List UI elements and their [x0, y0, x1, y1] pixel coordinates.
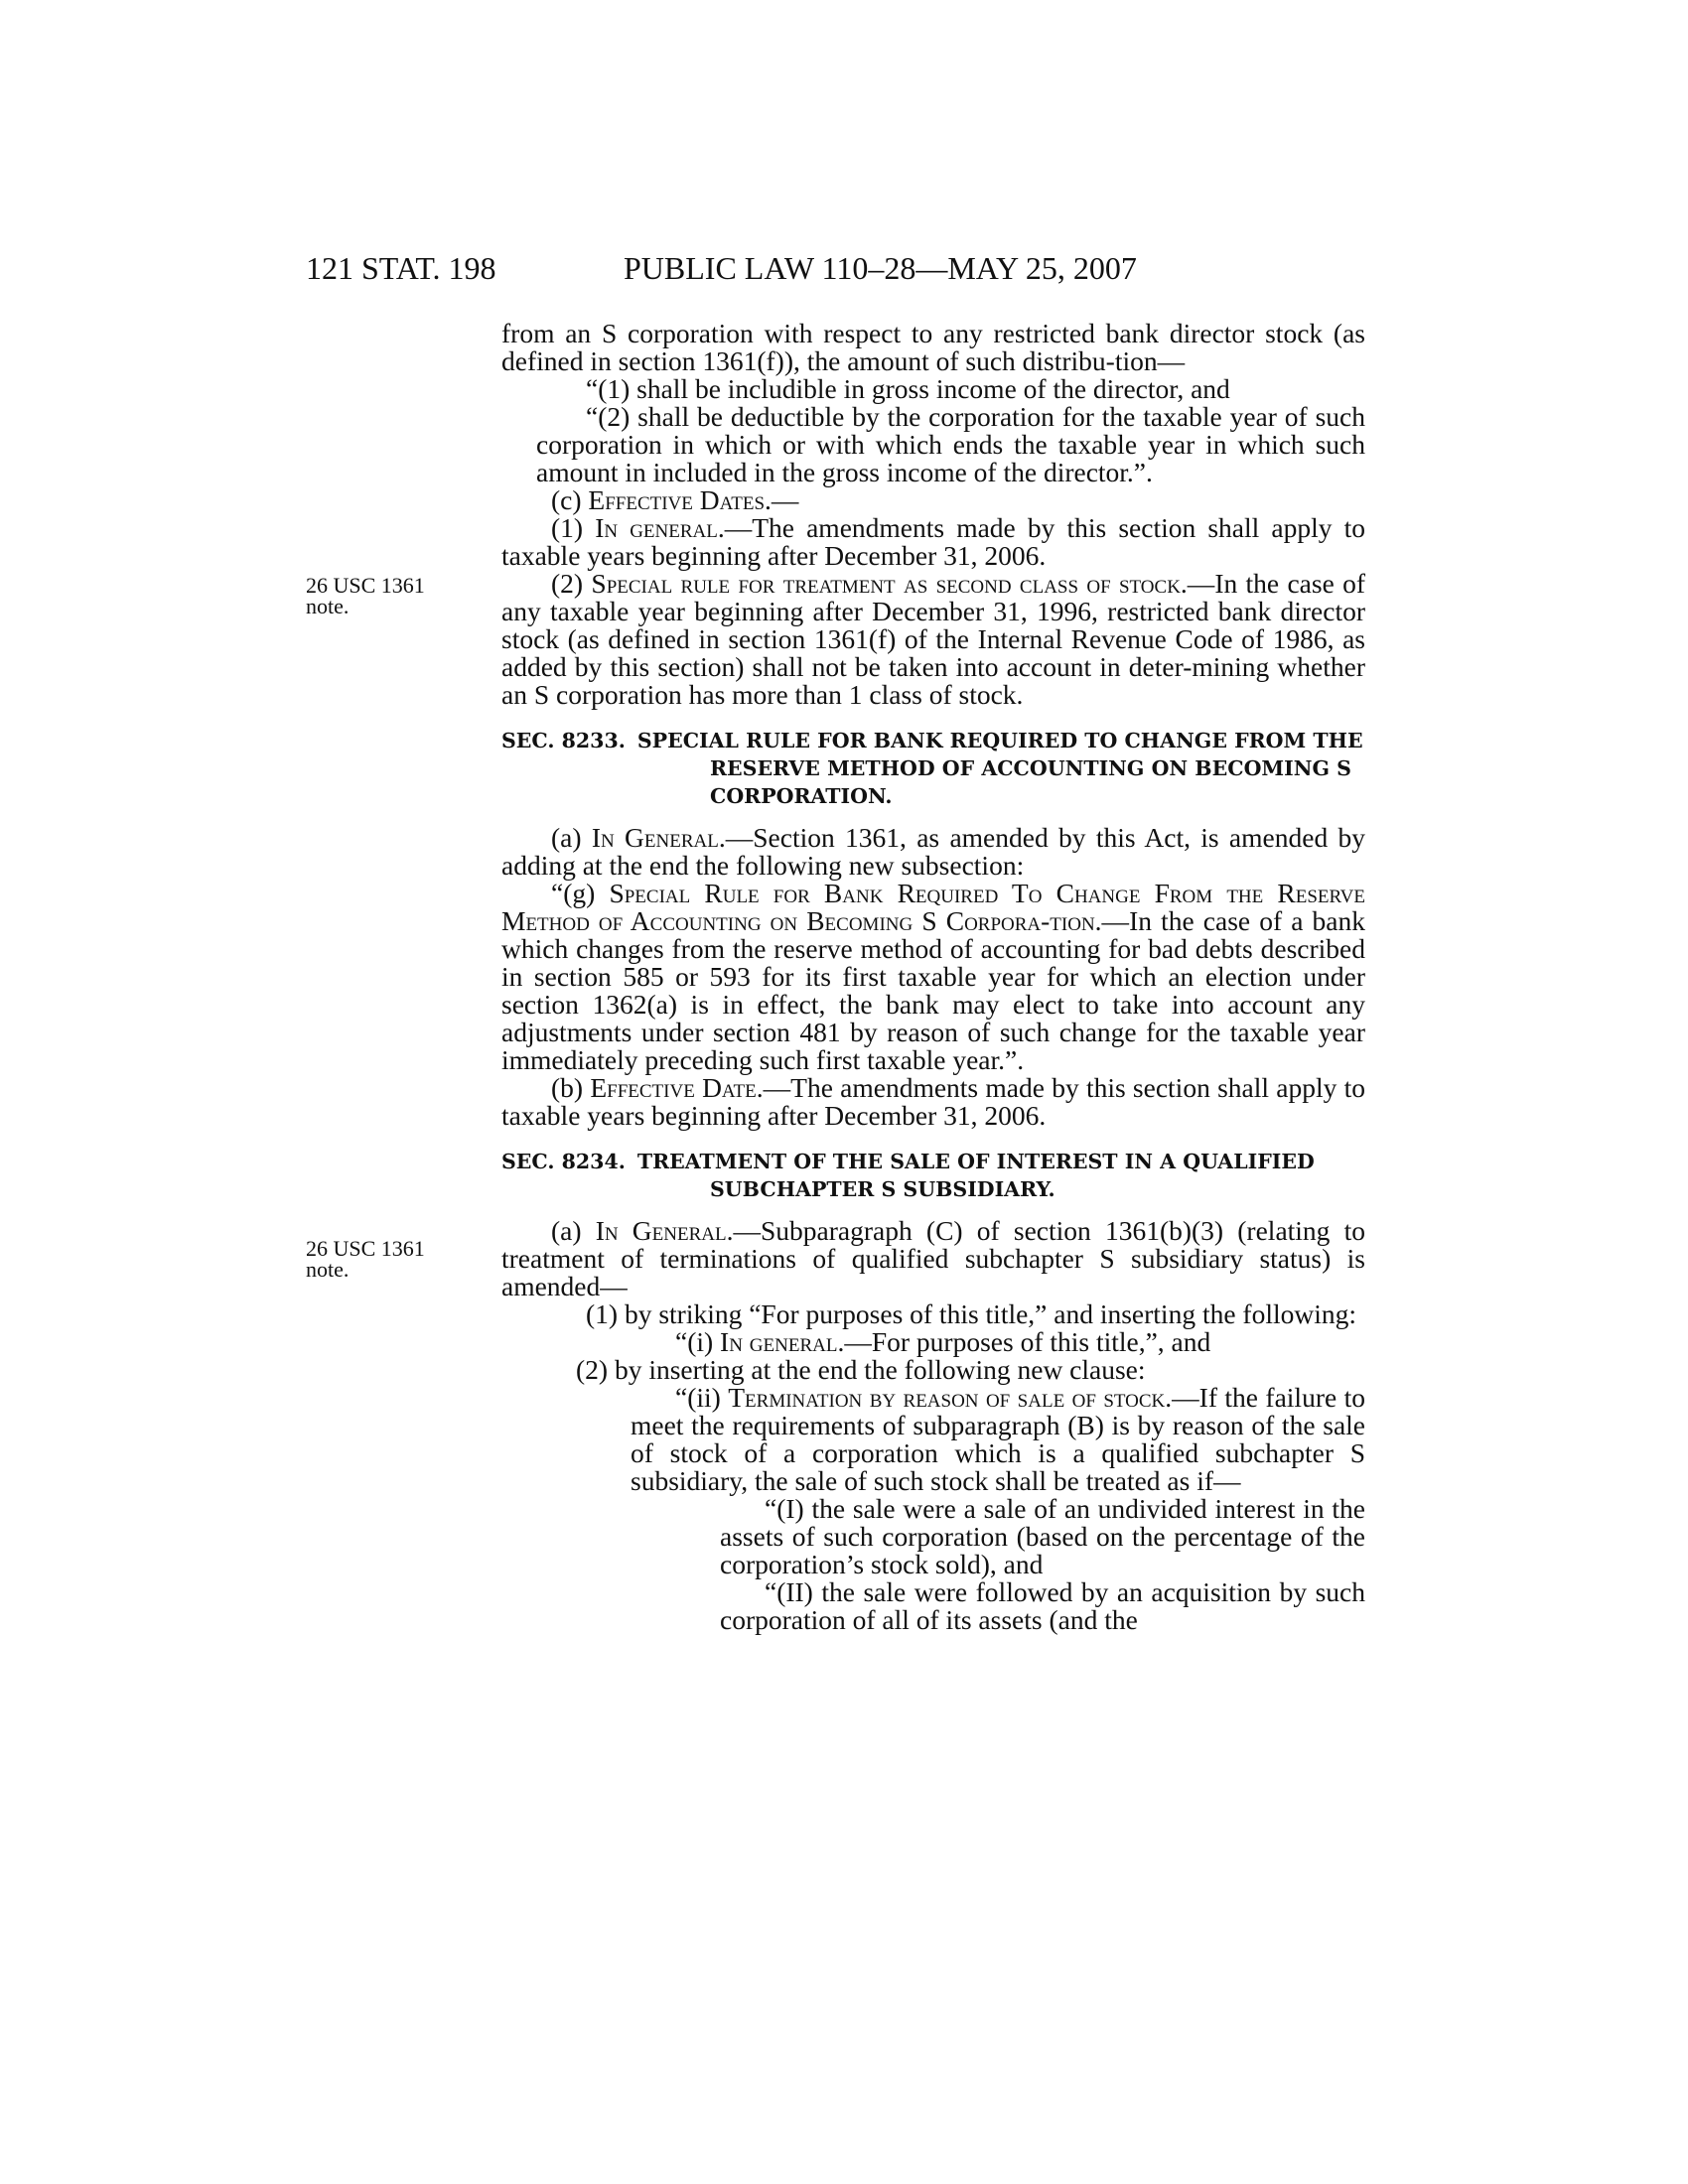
clause-ii: “(ii) Termination by reason of sale of stock.—If the failure to meet the requirements of subparagraph (B) is by reason of the sale of stock of a corporation which is a qualified subchapter S subsidiary, the sale of such stock shall be treated as if— — [631, 1382, 1366, 1496]
paragraph-item-1: “(1) shall be includible in gross income of the director, and — [586, 373, 1230, 404]
page-header — [0, 248, 1688, 288]
paragraph-continuation: from an S corporation with respect to any restricted bank director stock (as defined in section 1361(f)), the amount of such distribu-tion— — [501, 318, 1365, 376]
paragraph-c2: (2) Special rule for treatment as second class of stock.—In the case of any taxable year beginning after December 31, 1996, restricted bank director stock (as defined in section 1361(f) of the Internal Revenue Code of 1986, as added by this section) shall not be taken into account in deter-mining whether an S corporation has more than 1 class of stock. — [501, 568, 1366, 710]
section-8233-subsection-b: (b) Effective Date.—The amendments made by this section shall apply to taxable years beginning after December 31, 2006. — [501, 1072, 1366, 1131]
section-8233-subsection-a: (a) In General.—Section 1361, as amended by this Act, is amended by adding at the end the following new subsection: — [501, 822, 1366, 881]
section-8233-heading: SEC. 8233. SPECIAL RULE FOR BANK REQUIRED TO CHANGE FROM THE RESERVE METHOD OF ACCOUNTING ON BECOMING S CORPORATION. — [501, 729, 1363, 808]
margin-note-suffix: note. — [306, 1257, 350, 1282]
margin-note-suffix: note. — [306, 594, 350, 618]
section-8234-heading: SEC. 8234. TREATMENT OF THE SALE OF INTEREST IN A QUALIFIED SUBCHAPTER S SUBSIDIARY. — [501, 1150, 1315, 1201]
subclause-II: “(II) the sale were followed by an acquisition by such corporation of all of its assets (and the — [720, 1576, 1365, 1635]
stat-page-number: 121 STAT. 198 — [306, 250, 496, 286]
running-title: PUBLIC LAW 110–28—MAY 25, 2007 — [624, 250, 1137, 286]
body-text — [501, 320, 1365, 1634]
paragraph-c1: (1) In general.—The amendments made by this section shall apply to taxable years beginning after December 31, 2006. — [501, 512, 1365, 571]
section-8233-new-subsection-g: “(g) Special Rule for Bank Required To Change From the Reserve Method of Accounting on Becoming S Corpora-tion.—In the case of a bank which changes from the reserve method of accounting for bad debts described in section 585 or 593 for its first taxable year for which an election under section 1362(a) is in effect, the bank may elect to take into account any adjustments under section 481 by reason of such change for the taxable year immediately preceding such first taxable year.”. — [501, 878, 1365, 1075]
section-8234-subsection-a: (a) In General.—Subparagraph (C) of section 1361(b)(3) (relating to treatment of terminations of qualified subchapter S subsidiary status) is amended— — [501, 1215, 1366, 1301]
margin-note-2 — [306, 1238, 455, 1280]
subsection-c-heading: (c) Effective Dates.— — [551, 484, 799, 515]
clause-i: “(i) In general.—For purposes of this title,”, and — [675, 1326, 1211, 1357]
margin-note-citation: 26 USC 1361 — [306, 1236, 425, 1261]
subclause-I: “(I) the sale were a sale of an undivided interest in the assets of such corporation (based on the percentage of the corporation’s stock sold), and — [720, 1493, 1365, 1579]
margin-note-citation: 26 USC 1361 — [306, 573, 425, 598]
section-8234-item-2: (2) by inserting at the end the following new clause: — [576, 1354, 1146, 1385]
margin-note-1 — [306, 575, 455, 616]
paragraph-item-2: “(2) shall be deductible by the corporation for the taxable year of such corporation in which or with which ends the taxable year in which such amount in included in the gross income of the director.”. — [536, 401, 1365, 487]
section-8234-item-1: (1) by striking “For purposes of this title,” and inserting the following: — [586, 1298, 1357, 1329]
